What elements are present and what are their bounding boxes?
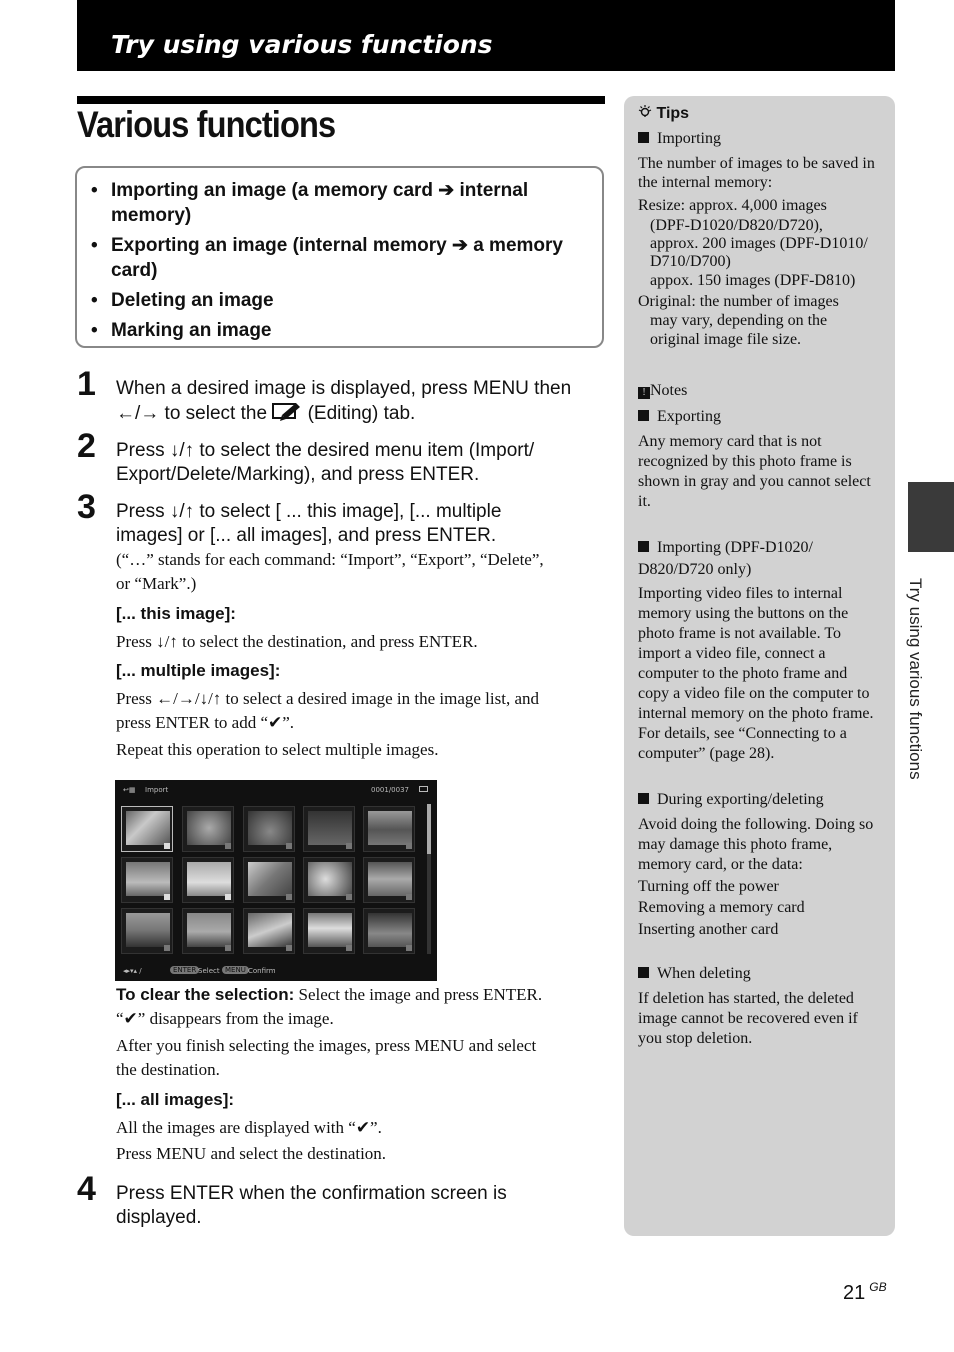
- step2-line1: Press ↓/↑ to select the desired menu item (Import/: [116, 440, 535, 461]
- page-number-value: 21: [843, 1282, 866, 1304]
- during-exporting-text: memory card, or the data:: [638, 856, 803, 873]
- step1-line2b: (Editing) tab.: [307, 403, 416, 424]
- summary-item: • Exporting an image (internal memory ➔ a memory card): [91, 233, 592, 283]
- lightbulb-icon: [638, 105, 656, 122]
- exporting-text: recognized by this photo frame is: [638, 453, 852, 470]
- importing-text: the internal memory:: [638, 174, 773, 191]
- thumbnail: [182, 806, 234, 852]
- step-number: 4: [77, 1170, 96, 1208]
- notes-heading: Notes: [650, 382, 688, 399]
- multiple-images-text: Press ←/→/↓/↑ to select a desired image in the image list, and: [116, 689, 540, 708]
- thumbnail: [243, 908, 295, 954]
- side-tab-label: Try using various functions: [906, 578, 925, 780]
- importing-video-text: internal memory on the photo frame.: [638, 705, 874, 722]
- importing-video-heading2: D820/D720 only): [638, 561, 752, 578]
- clear-selection-body: Select the image and press ENTER.: [294, 985, 543, 1004]
- original-item: Original: the number of images: [638, 293, 839, 310]
- menu-key-badge: MENU: [222, 966, 249, 974]
- thumbnail: [121, 857, 173, 903]
- step1-line2: [116, 401, 415, 426]
- notes-label: [638, 382, 883, 400]
- when-deleting-text: If deletion has started, the deleted: [638, 990, 854, 1007]
- import-screen-topbar: [115, 780, 437, 800]
- step2-line2: Export/Delete/Marking), and press ENTER.: [116, 464, 480, 485]
- clear-selection-text2: “✔” disappears from the image.: [116, 1009, 334, 1028]
- importing-video-text: memory using the buttons on the: [638, 605, 849, 622]
- scrollbar-thumb: [427, 804, 431, 854]
- during-exporting-heading: During exporting/deleting: [638, 791, 883, 809]
- page-language: GB: [869, 1280, 887, 1294]
- scrollbar: [427, 804, 431, 954]
- after-selecting-text: After you finish selecting the images, press MENU and select: [116, 1036, 537, 1055]
- all-images-heading: [... all images]:: [116, 1090, 235, 1109]
- direction-keys-icon: ◂▸▾▴ /: [123, 967, 142, 975]
- thumbnail: [363, 857, 415, 903]
- after-selecting-text: the destination.: [116, 1060, 220, 1079]
- summary-box: [75, 166, 604, 348]
- clear-selection-heading: To clear the selection:: [116, 985, 295, 1004]
- back-icon: ↩▦: [123, 786, 136, 794]
- importing-video-text: copy a video file on the computer to: [638, 685, 870, 702]
- resize-item-text: D710/D700): [650, 253, 731, 270]
- exporting-text: shown in gray and you cannot select: [638, 473, 871, 490]
- step3-note2: or “Mark”.): [116, 574, 197, 593]
- original-item-text: may vary, depending on the: [650, 312, 828, 329]
- importing-video-text: import a video file, connect a: [638, 645, 826, 662]
- enter-key-badge: ENTER: [170, 966, 199, 974]
- tips-notes-sidebar: [624, 96, 895, 1236]
- importing-video-text: Importing video files to internal: [638, 585, 843, 602]
- importing-heading: Importing: [638, 130, 883, 148]
- step3-line2: images] or [... all images], and press ENTER.: [116, 525, 497, 546]
- resize-item-text: appox. 150 images (DPF-D810): [650, 272, 856, 289]
- page-title: Various functions: [77, 104, 336, 145]
- step-number: 2: [77, 427, 96, 465]
- step-number: 3: [77, 488, 96, 526]
- exporting-heading: Exporting: [638, 408, 883, 426]
- summary-item: • Importing an image (a memory card ➔ internal memory): [91, 178, 592, 228]
- tips-heading: Tips: [656, 105, 690, 122]
- multiple-images-heading: [... multiple images]:: [116, 661, 281, 680]
- import-screen-footer: [115, 961, 437, 981]
- this-image-heading: [... this image]:: [116, 604, 236, 623]
- thumbnail: [121, 908, 173, 954]
- thumbnail: [303, 908, 355, 954]
- importing-video-text: For details, see “Connecting to a: [638, 725, 847, 742]
- resize-item-text: approx. 200 images (DPF-D1010/: [650, 235, 868, 252]
- multiple-images-text: press ENTER to add “✔”.: [116, 713, 295, 732]
- when-deleting-heading: When deleting: [638, 965, 883, 983]
- footer-select-label: Select: [198, 967, 220, 975]
- import-screen-title: Import: [145, 786, 169, 794]
- when-deleting-text: you stop deletion.: [638, 1030, 753, 1047]
- step-number: 1: [77, 365, 96, 403]
- step4-line2: displayed.: [116, 1207, 202, 1228]
- during-exporting-text: Avoid doing the following. Doing so: [638, 816, 874, 833]
- thumbnail: [121, 806, 173, 852]
- thumbnail: [363, 908, 415, 954]
- step3-note1: (“…” stands for each command: “Import”, “Export”, “Delete”,: [116, 550, 544, 569]
- step1-line2a: ←/→ to select the: [116, 403, 268, 424]
- step4-line1: Press ENTER when the confirmation screen is: [116, 1183, 507, 1204]
- during-item: Removing a memory card: [638, 899, 805, 916]
- step3-line1: Press ↓/↑ to select [ ... this image], [... multiple: [116, 501, 502, 522]
- editing-tab-icon: [272, 401, 302, 421]
- thumbnail: [363, 806, 415, 852]
- notes-icon: !: [638, 387, 650, 399]
- all-images-text: All the images are displayed with “✔”.: [116, 1118, 382, 1137]
- footer-confirm-label: Confirm: [248, 967, 276, 975]
- when-deleting-text: image cannot be recovered even if: [638, 1010, 858, 1027]
- summary-item: • Deleting an image: [91, 288, 592, 313]
- multiple-images-text: Repeat this operation to select multiple images.: [116, 740, 439, 759]
- importing-video-text: photo frame is not available. To: [638, 625, 841, 642]
- tips-label: [638, 103, 883, 125]
- header-title: Try using various functions: [111, 30, 493, 59]
- thumbnail: [182, 857, 234, 903]
- thumbnail: [243, 857, 295, 903]
- step1-line1: When a desired image is displayed, press MENU then: [116, 378, 572, 399]
- thumbnail: [182, 908, 234, 954]
- importing-video-heading: Importing (DPF-D1020/: [638, 539, 883, 557]
- exporting-text: it.: [638, 493, 651, 510]
- resize-item: Resize: approx. 4,000 images: [638, 197, 827, 214]
- thumbnail: [303, 806, 355, 852]
- all-images-text: Press MENU and select the destination.: [116, 1144, 387, 1163]
- summary-item: • Marking an image: [91, 318, 592, 343]
- page-number: [843, 1280, 887, 1305]
- during-item: Turning off the power: [638, 878, 779, 895]
- importing-video-text: computer” (page 28).: [638, 745, 775, 762]
- this-image-text: Press ↓/↑ to select the destination, and press ENTER.: [116, 632, 478, 651]
- during-exporting-text: may damage this photo frame,: [638, 836, 833, 853]
- import-screen-image: [115, 780, 437, 981]
- original-item-text: original image file size.: [650, 331, 802, 348]
- header-bar: [77, 0, 895, 71]
- thumbnail: [243, 806, 295, 852]
- side-tab-marker: [908, 482, 954, 552]
- importing-text: The number of images to be saved in: [638, 155, 875, 172]
- thumbnail: [303, 857, 355, 903]
- during-item: Inserting another card: [638, 921, 779, 938]
- resize-item-text: (DPF-D1020/D820/D720),: [650, 217, 823, 234]
- exporting-text: Any memory card that is not: [638, 433, 822, 450]
- title-rule: [77, 96, 605, 104]
- clear-selection-text: [116, 983, 542, 1007]
- importing-video-text: computer to the photo frame and: [638, 665, 848, 682]
- memory-icon: [419, 786, 428, 792]
- import-screen-counter: 0001/0037: [371, 786, 409, 794]
